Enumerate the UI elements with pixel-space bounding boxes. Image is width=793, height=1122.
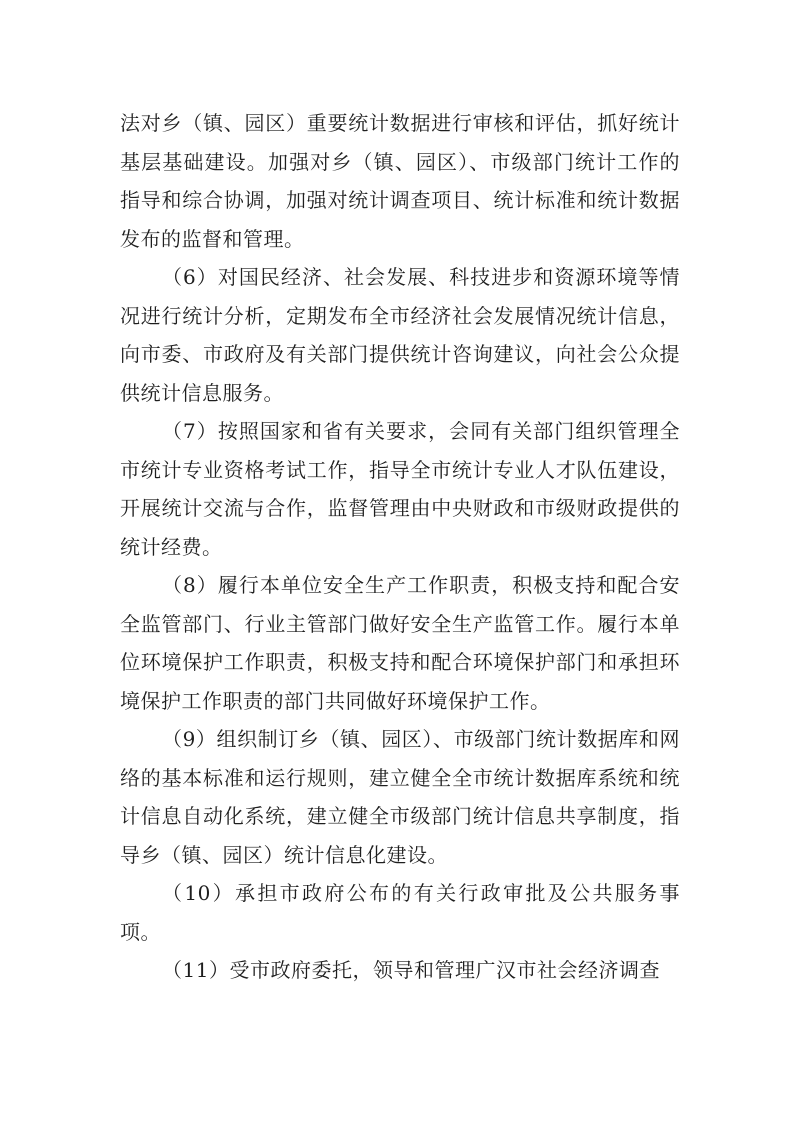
document-body <box>120 104 680 990</box>
paragraph-item-8: （8）履行本单位安全生产工作职责，积极支持和配合安全监管部门、行业主管部门做好安全生产监管工作。履行本单位环境保护工作职责，积极支持和配合环境保护部门和承担环境保护工作职责的部门共同做好环境保护工作。 <box>120 573 680 713</box>
paragraph-item-9: （9）组织制订乡（镇、园区）、市级部门统计数据库和网络的基本标准和运行规则，建立健全全市统计数据库系统和统计信息自动化系统，建立健全市级部门统计信息共享制度，指导乡（镇、园区）统计信息化建设。 <box>120 727 680 867</box>
paragraph-continuation: 法对乡（镇、园区）重要统计数据进行审核和评估，抓好统计基层基础建设。加强对乡（镇、园区）、市级部门统计工作的指导和综合协调，加强对统计调查项目、统计标准和统计数据发布的监督和管理。 <box>120 111 680 251</box>
paragraph-item-10: （10）承担市政府公布的有关行政审批及公共服务事项。 <box>120 881 680 944</box>
paragraph-item-7: （7）按照国家和省有关要求，会同有关部门组织管理全市统计专业资格考试工作，指导全市统计专业人才队伍建设，开展统计交流与合作，监督管理由中央财政和市级财政提供的统计经费。 <box>120 419 680 559</box>
paragraph-item-11: （11）受市政府委托，领导和管理广汉市社会经济调查 <box>162 958 660 982</box>
paragraph-item-6: （6）对国民经济、社会发展、科技进步和资源环境等情况进行统计分析，定期发布全市经济社会发展情况统计信息，向市委、市政府及有关部门提供统计咨询建议，向社会公众提供统计信息服务。 <box>120 265 680 405</box>
